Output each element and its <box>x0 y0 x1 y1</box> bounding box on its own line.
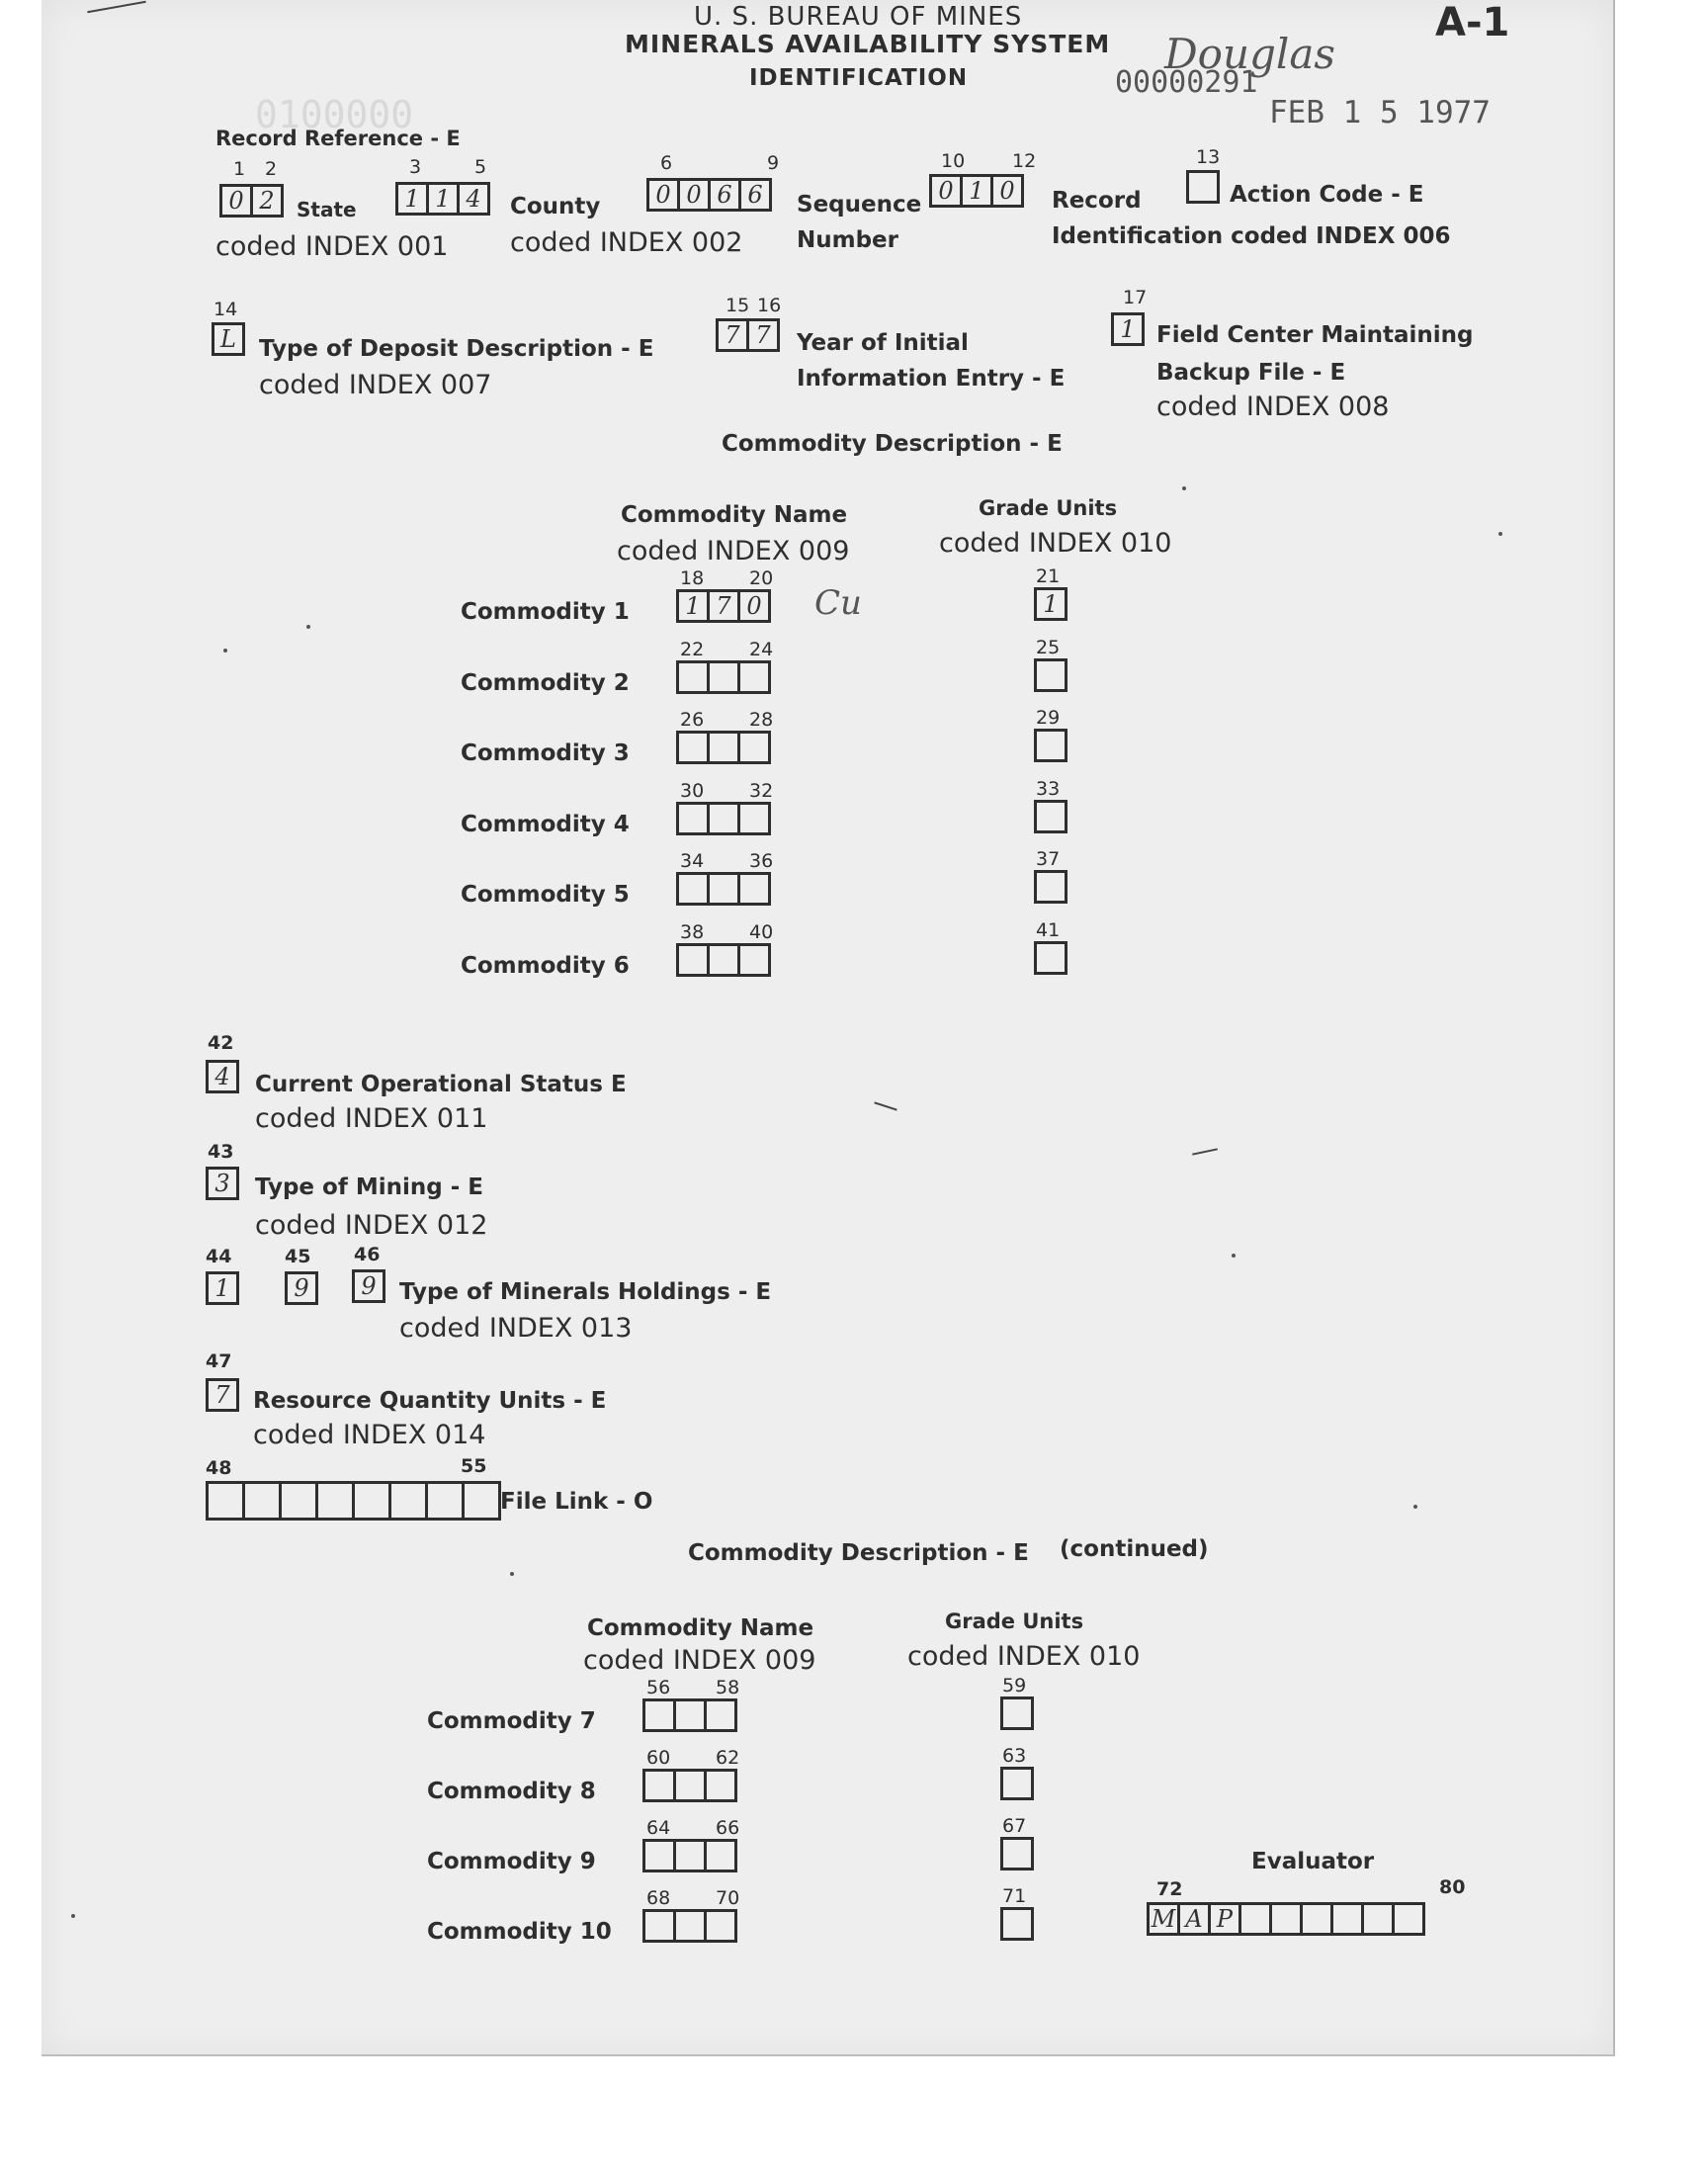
input-box <box>673 1839 707 1872</box>
scan-speck <box>1182 486 1186 490</box>
field-number: 45 <box>285 1246 311 1267</box>
input-box: M <box>1147 1902 1180 1936</box>
input-box: 7 <box>746 318 780 352</box>
input-box <box>642 1769 676 1802</box>
record-number: 00000291 <box>1115 65 1258 100</box>
input-box <box>676 802 710 835</box>
field-number: 14 <box>214 299 238 320</box>
input-box: 9 <box>285 1271 318 1305</box>
date-stamp: FEB 1 5 1977 <box>1269 95 1491 130</box>
continued-title: Commodity Description - E <box>688 1540 1029 1566</box>
continued-grade-head: Grade Units <box>945 1610 1084 1633</box>
input-box <box>707 872 740 906</box>
scan-speck <box>223 649 227 652</box>
input-box <box>737 660 771 694</box>
title-system: MINERALS AVAILABILITY SYSTEM <box>625 30 1111 58</box>
sequence-boxes <box>646 178 769 212</box>
input-box: 1 <box>426 182 460 216</box>
status-coded: coded INDEX 011 <box>255 1103 488 1134</box>
input-box: 0 <box>737 589 771 623</box>
input-box <box>676 872 710 906</box>
input-box <box>1000 1907 1034 1941</box>
input-box: 0 <box>929 174 963 208</box>
sheet-edge <box>42 2054 1615 2056</box>
state-coded: coded INDEX 001 <box>215 231 449 262</box>
field-number: 34 <box>680 850 705 872</box>
input-box: 4 <box>206 1060 239 1093</box>
field-number: 9 <box>767 152 780 174</box>
input-box: L <box>212 322 245 356</box>
commodity-row-label: Commodity 7 <box>427 1708 596 1734</box>
continued-name-head: Commodity Name <box>587 1615 814 1641</box>
field-number: 30 <box>680 779 705 802</box>
field-number: 33 <box>1036 777 1061 800</box>
field-number: 16 <box>757 295 782 316</box>
commodity-row-label: Commodity 3 <box>461 740 630 766</box>
record-label-2: Identification coded INDEX 006 <box>1052 223 1451 249</box>
input-box <box>673 1698 707 1732</box>
field-number: 66 <box>716 1817 740 1839</box>
input-box <box>388 1481 428 1521</box>
input-box <box>707 660 740 694</box>
county-coded: coded INDEX 002 <box>510 227 743 258</box>
field-center-label: Field Center Maintaining <box>1156 322 1474 348</box>
input-box <box>1034 941 1068 975</box>
field-number: 17 <box>1123 287 1148 308</box>
input-box <box>673 1909 707 1943</box>
field-number: 59 <box>1002 1675 1027 1696</box>
county-boxes <box>395 182 487 216</box>
input-box <box>707 943 740 977</box>
field-number: 25 <box>1036 636 1061 658</box>
field-number: 6 <box>660 152 673 174</box>
input-box: 0 <box>219 184 253 218</box>
grade-units-box <box>1034 587 1065 621</box>
field-number: 32 <box>749 779 774 802</box>
handwritten-note: Cu <box>814 583 862 623</box>
field-number: 18 <box>680 567 705 589</box>
commodity-row-label: Commodity 1 <box>461 599 630 625</box>
grade-units-box <box>1034 941 1065 975</box>
field-number: 12 <box>1012 150 1037 172</box>
input-box <box>676 943 710 977</box>
field-number: 2 <box>265 158 278 180</box>
evaluator-boxes <box>1147 1902 1422 1936</box>
input-box: 1 <box>395 182 429 216</box>
input-box <box>1034 800 1068 833</box>
field-number: 80 <box>1439 1876 1466 1898</box>
mining-boxes <box>206 1167 236 1200</box>
input-box: 7 <box>206 1378 239 1412</box>
field-number: 37 <box>1036 848 1061 870</box>
input-box <box>1361 1902 1395 1936</box>
form-sheet <box>42 0 1615 2056</box>
input-box <box>1330 1902 1364 1936</box>
status-label: Current Operational Status E <box>255 1072 627 1097</box>
input-box: 1 <box>206 1271 239 1305</box>
commodity-row-label: Commodity 9 <box>427 1849 596 1874</box>
field-number: 1 <box>233 158 246 180</box>
field-number: 56 <box>646 1677 671 1698</box>
field-number: 70 <box>716 1887 740 1909</box>
status-boxes <box>206 1060 236 1093</box>
field-number: 58 <box>716 1677 740 1698</box>
field-center-label-2: Backup File - E <box>1156 360 1346 386</box>
field-number: 72 <box>1156 1878 1183 1900</box>
field-number: 28 <box>749 709 774 731</box>
deposit-boxes <box>212 322 242 356</box>
input-box: 1 <box>1034 587 1068 621</box>
field-number: 38 <box>680 920 705 943</box>
field-number: 60 <box>646 1747 671 1769</box>
commodity-section-title: Commodity Description - E <box>722 431 1063 457</box>
commodity-name-coded: coded INDEX 009 <box>617 536 850 566</box>
resource-coded: coded INDEX 014 <box>253 1420 486 1450</box>
state-label: State <box>297 198 357 221</box>
input-box <box>1186 170 1220 204</box>
input-box: 1 <box>960 174 993 208</box>
commodity-row-label: Commodity 6 <box>461 952 630 979</box>
input-box <box>676 660 710 694</box>
scan-speck <box>1413 1505 1417 1509</box>
record-label: Record <box>1052 188 1142 214</box>
field-number: 21 <box>1036 566 1061 587</box>
input-box <box>642 1909 676 1943</box>
commodity-name-boxes <box>642 1769 734 1802</box>
grade-units-head: Grade Units <box>979 496 1118 520</box>
file-link-label: File Link - O <box>500 1489 653 1515</box>
input-box <box>1034 870 1068 904</box>
grade-units-box <box>1034 658 1065 692</box>
field-number: 36 <box>749 850 774 872</box>
year-label: Year of Initial <box>797 330 969 356</box>
commodity-row-label: Commodity 2 <box>461 669 630 696</box>
scan-speck <box>71 1914 75 1918</box>
deposit-label: Type of Deposit Description - E <box>259 336 654 362</box>
input-box: 0 <box>646 178 680 212</box>
input-box <box>704 1698 737 1732</box>
field-number: 22 <box>680 638 705 660</box>
scan-speck <box>510 1572 514 1576</box>
input-box <box>1300 1902 1333 1936</box>
state-boxes <box>219 184 281 218</box>
input-box <box>737 943 771 977</box>
input-box: 7 <box>707 589 740 623</box>
input-box <box>676 731 710 764</box>
title-agency: U. S. BUREAU OF MINES <box>694 2 1023 32</box>
input-box <box>737 872 771 906</box>
field-number: 24 <box>749 638 774 660</box>
input-box: 9 <box>352 1269 385 1303</box>
input-box: 1 <box>1111 312 1145 346</box>
field-number: 71 <box>1002 1885 1027 1907</box>
input-box <box>704 1769 737 1802</box>
grade-units-box <box>1000 1696 1031 1730</box>
field-number: 47 <box>206 1350 232 1372</box>
action-code-label: Action Code - E <box>1230 182 1424 208</box>
input-box <box>425 1481 465 1521</box>
handwritten-name: Douglas <box>1164 30 1335 78</box>
input-box <box>737 731 771 764</box>
grade-units-box <box>1034 800 1065 833</box>
field-number: 29 <box>1036 707 1061 729</box>
scan-speck <box>1232 1254 1236 1258</box>
field-number: 13 <box>1196 146 1221 168</box>
input-box <box>737 802 771 835</box>
record-boxes <box>929 174 1021 208</box>
input-box <box>704 1839 737 1872</box>
input-box <box>1034 658 1068 692</box>
commodity-name-boxes <box>676 589 768 623</box>
grade-units-coded: coded INDEX 010 <box>939 528 1172 559</box>
input-box <box>462 1481 501 1521</box>
commodity-name-boxes <box>642 1909 734 1943</box>
holdings-box <box>352 1269 383 1303</box>
page-id: A-1 <box>1435 0 1510 45</box>
action-boxes <box>1186 170 1217 204</box>
input-box <box>242 1481 282 1521</box>
input-box <box>1034 729 1068 762</box>
input-box: 2 <box>250 184 284 218</box>
mining-coded: coded INDEX 012 <box>255 1210 488 1241</box>
scan-speck <box>306 625 310 629</box>
input-box <box>352 1481 391 1521</box>
title-identification: IDENTIFICATION <box>749 65 969 91</box>
resource-boxes <box>206 1378 236 1412</box>
commodity-name-boxes <box>676 872 768 906</box>
mining-label: Type of Mining - E <box>255 1174 483 1200</box>
input-box: P <box>1208 1902 1241 1936</box>
commodity-name-boxes <box>642 1698 734 1732</box>
field-number: 68 <box>646 1887 671 1909</box>
input-box: 6 <box>738 178 772 212</box>
field-number: 62 <box>716 1747 740 1769</box>
deposit-coded: coded INDEX 007 <box>259 370 492 400</box>
input-box: 3 <box>206 1167 239 1200</box>
field-number: 44 <box>206 1246 232 1267</box>
input-box <box>642 1698 676 1732</box>
commodity-row-label: Commodity 8 <box>427 1779 596 1804</box>
input-box <box>707 802 740 835</box>
field-number: 40 <box>749 920 774 943</box>
continued-name-coded: coded INDEX 009 <box>583 1645 816 1676</box>
input-box <box>1269 1902 1303 1936</box>
input-box <box>206 1481 245 1521</box>
input-box <box>707 731 740 764</box>
sequence-label: Sequence <box>797 192 922 218</box>
input-box: 1 <box>676 589 710 623</box>
input-box <box>1238 1902 1272 1936</box>
commodity-name-boxes <box>676 660 768 694</box>
commodity-name-head: Commodity Name <box>621 502 848 528</box>
commodity-row-label: Commodity 4 <box>461 811 630 837</box>
field-number: 48 <box>206 1457 232 1479</box>
commodity-name-boxes <box>642 1839 734 1872</box>
year-boxes <box>716 318 777 352</box>
commodity-row-label: Commodity 10 <box>427 1919 612 1945</box>
input-box: 0 <box>677 178 711 212</box>
input-box: 0 <box>990 174 1024 208</box>
input-box: 7 <box>716 318 749 352</box>
grade-units-box <box>1000 1837 1031 1870</box>
input-box <box>642 1839 676 1872</box>
continued-grade-coded: coded INDEX 010 <box>907 1641 1141 1672</box>
commodity-name-boxes <box>676 802 768 835</box>
field-number: 10 <box>941 150 966 172</box>
input-box <box>1000 1767 1034 1800</box>
commodity-row-label: Commodity 5 <box>461 882 630 908</box>
grade-units-box <box>1000 1767 1031 1800</box>
field-number: 46 <box>354 1244 381 1265</box>
field-number: 15 <box>726 295 750 316</box>
file-link-boxes <box>206 1481 498 1521</box>
county-label: County <box>510 194 601 219</box>
commodity-name-boxes <box>676 943 768 977</box>
field-number: 5 <box>474 156 487 178</box>
scan-speck <box>1498 532 1502 536</box>
holdings-label: Type of Minerals Holdings - E <box>399 1279 772 1305</box>
holdings-box <box>285 1271 315 1305</box>
faint-number: 0100000 <box>255 93 414 136</box>
input-box: 4 <box>457 182 490 216</box>
field-number: 64 <box>646 1817 671 1839</box>
commodity-name-boxes <box>676 731 768 764</box>
field-center-boxes <box>1111 312 1142 346</box>
input-box <box>1392 1902 1425 1936</box>
input-box <box>673 1769 707 1802</box>
field-number: 42 <box>208 1032 234 1054</box>
input-box: 6 <box>708 178 741 212</box>
record-reference-label: Record Reference - E <box>215 127 461 150</box>
input-box <box>279 1481 318 1521</box>
input-box <box>1000 1837 1034 1870</box>
field-number: 63 <box>1002 1745 1027 1767</box>
holdings-coded: coded INDEX 013 <box>399 1313 633 1344</box>
continued-title-suffix: (continued) <box>1060 1536 1209 1562</box>
year-label-2: Information Entry - E <box>797 366 1066 392</box>
grade-units-box <box>1000 1907 1031 1941</box>
field-number: 26 <box>680 709 705 731</box>
field-number: 41 <box>1036 918 1061 941</box>
input-box <box>704 1909 737 1943</box>
field-center-coded: coded INDEX 008 <box>1156 392 1390 422</box>
grade-units-box <box>1034 870 1065 904</box>
holdings-box <box>206 1271 236 1305</box>
input-box <box>1000 1696 1034 1730</box>
resource-label: Resource Quantity Units - E <box>253 1388 607 1414</box>
grade-units-box <box>1034 729 1065 762</box>
field-number: 20 <box>749 567 774 589</box>
sequence-label-2: Number <box>797 227 898 253</box>
field-number: 67 <box>1002 1815 1027 1837</box>
field-number: 55 <box>461 1455 487 1477</box>
evaluator-label: Evaluator <box>1251 1849 1375 1874</box>
sheet-edge <box>1613 0 1615 2056</box>
field-number: 43 <box>208 1141 234 1163</box>
input-box: A <box>1177 1902 1211 1936</box>
field-number: 3 <box>409 156 422 178</box>
input-box <box>315 1481 355 1521</box>
